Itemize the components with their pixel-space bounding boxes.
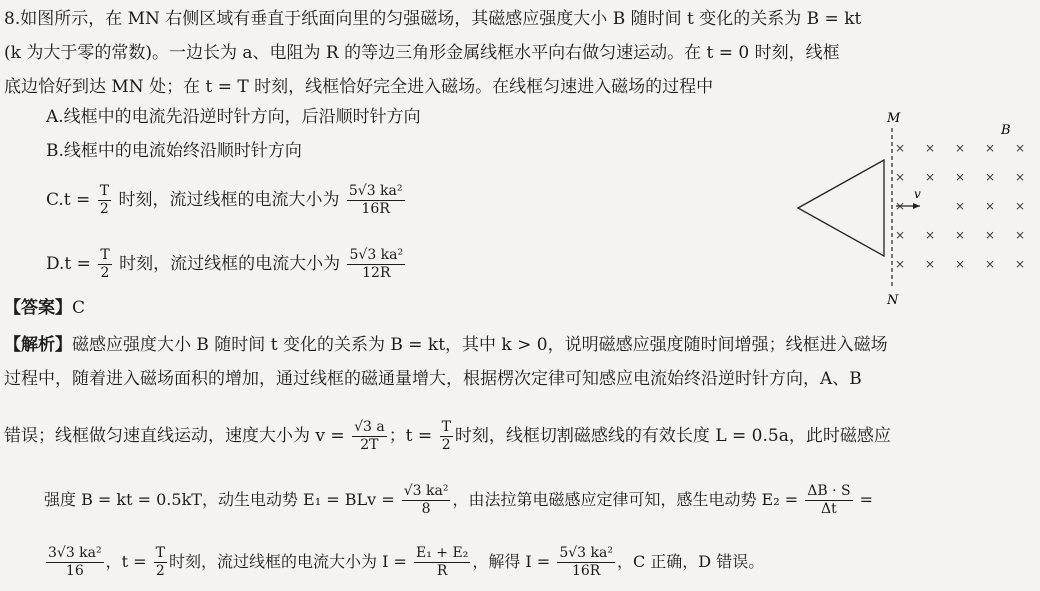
label-v: v [914,187,921,201]
fraction-denominator: 2 [100,265,110,281]
label-m: M [887,111,901,126]
fraction-denominator: 12R [362,265,391,281]
field-cross-mark: × [985,141,996,155]
field-cross-mark: × [925,141,936,155]
magnetic-field-diagram [790,108,1040,308]
fraction-denominator: 2 [441,437,451,453]
option-d-current-fraction [347,247,405,282]
fraction-numerator: 5√3 ka² [349,247,404,263]
field-cross-mark: × [895,170,906,184]
fraction-numerator: 5√3 ka² [559,545,613,561]
option-c-text: 时刻，流过线框的电流大小为 [118,190,340,210]
field-cross-mark: × [1015,228,1026,242]
field-cross-mark: × [895,141,906,155]
velocity-fraction [352,419,387,454]
field-cross-mark: × [955,257,966,271]
analysis-line-4 [44,483,873,518]
field-cross-mark: × [955,228,966,242]
option-d-text: 时刻，流过线框的电流大小为 [119,254,341,274]
field-cross-mark: × [985,170,996,184]
fraction-denominator: 16R [361,201,390,217]
time-fraction [154,545,167,580]
current-result-fraction [557,545,615,580]
current-formula-fraction [414,545,470,580]
option-d [46,247,407,282]
analysis-text: ，由法拉第电磁感应定律可知，感生电动势 E₂ = [452,490,799,509]
fraction-numerator: T [99,183,110,199]
field-cross-mark: × [1015,170,1026,184]
question-line-2: (k 为大于零的常数)。一边长为 a、电阻为 R 的等边三角形金属线框水平向右做匀速运动。在 t = 0 时刻，线框 [4,43,840,63]
field-cross-mark: × [895,257,906,271]
field-cross-mark: × [985,228,996,242]
field-cross-mark: × [955,141,966,155]
field-cross-mark: × [895,199,906,213]
option-a: A.线框中的电流先沿逆时针方向，后沿顺时针方向 [46,107,421,127]
option-d-prefix: D.t = [46,254,91,274]
analysis-text: 错误；线框做匀速直线运动，速度大小为 v = [4,426,345,446]
option-c [46,183,407,218]
field-cross-mark: × [1015,199,1026,213]
option-c-time-fraction [98,183,111,218]
fraction-denominator: 8 [421,501,431,517]
option-b: B.线框中的电流始终沿顺时针方向 [46,141,302,161]
analysis-text: ，解得 I = [472,552,551,571]
field-cross-mark: × [955,170,966,184]
e2-value-fraction [46,545,104,580]
fraction-numerator: 5√3 ka² [348,183,403,199]
fraction-denominator: 2 [99,201,109,217]
fraction-numerator: T [441,419,451,435]
analysis-text: ，C 正确，D 错误。 [616,552,765,571]
fraction-numerator: 3√3 ka² [48,545,102,561]
field-cross-mark: × [1015,257,1026,271]
fraction-denominator: 2 [155,563,165,579]
fraction-numerator: √3 ka² [403,483,449,499]
option-d-time-fraction [98,247,111,282]
velocity-arrowhead [913,203,920,209]
triangle-frame [798,160,884,256]
e1-fraction [402,483,451,518]
analysis-text: = [859,490,874,509]
label-n: N [887,293,899,308]
fraction-denominator: 2T [360,437,379,453]
field-cross-mark: × [925,257,936,271]
analysis-line-2: 过程中，随着进入磁场面积的增加，通过线框的磁通量增大，根据楞次定律可知感应电流始终沿逆时针方向，A、B [4,369,862,389]
fraction-numerator: √3 a [354,419,385,435]
analysis-text: 时刻，线框切割磁感线的有效长度 L = 0.5a，此时磁感应 [454,426,891,446]
field-cross-mark: × [985,257,996,271]
option-c-prefix: C.t = [46,190,91,210]
question-line-1: 8.如图所示，在 MN 右侧区域有垂直于纸面向里的匀强磁场，其磁感应强度大小 B 随时间 t 变化的关系为 B = kt [4,9,862,29]
analysis-text: 强度 B = kt = 0.5kT，动生电动势 E₁ = BLv = [44,490,395,509]
fraction-denominator: 16 [65,563,84,579]
fraction-denominator: 16R [571,563,601,579]
question-line-3: 底边恰好到达 MN 处；在 t = T 时刻，线框恰好完全进入磁场。在线框匀速进入磁场的过程中 [4,77,714,97]
field-cross-mark: × [955,199,966,213]
answer-label: 【答案】 [4,298,72,318]
analysis-line-5 [44,545,764,580]
field-cross-mark: × [895,228,906,242]
analysis-line-3 [4,419,891,454]
field-cross-mark: × [925,170,936,184]
fraction-denominator: R [436,563,448,579]
fraction-numerator: T [155,545,166,561]
time-fraction [440,419,453,454]
analysis-line-1 [4,335,888,355]
fraction-denominator: Δt [821,501,837,517]
answer-line [4,298,85,318]
fraction-numerator: T [100,247,110,263]
analysis-text: ；t = [388,426,433,446]
label-b: B [1001,123,1011,138]
field-cross-mark: × [1015,141,1026,155]
analysis-text: 时刻，流过线框的电流大小为 I = [169,552,407,571]
analysis-text: 磁感应强度大小 B 随时间 t 变化的关系为 B = kt，其中 k > 0，说明磁感应强度随时间增强；线框进入磁场 [72,335,888,355]
analysis-label: 【解析】 [4,335,72,355]
fraction-numerator: ΔB · S [807,483,851,499]
field-cross-mark: × [925,228,936,242]
answer-value: C [72,298,86,318]
e2-fraction [805,483,852,518]
analysis-text: ，t = [105,552,147,571]
field-cross-mark: × [985,199,996,213]
option-c-current-fraction [347,183,405,218]
fraction-numerator: E₁ + E₂ [416,545,469,561]
